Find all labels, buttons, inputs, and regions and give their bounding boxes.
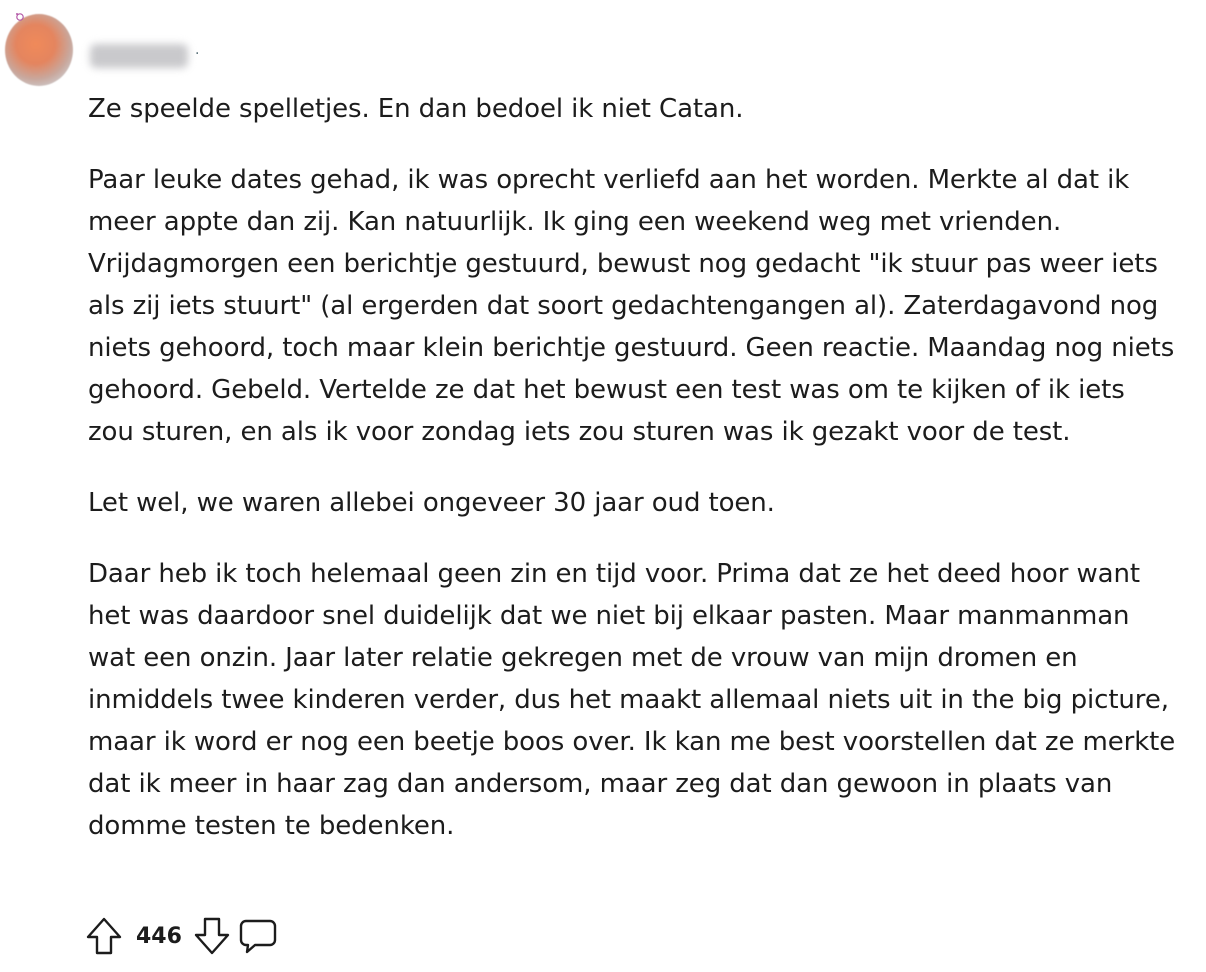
comment-actions xyxy=(84,912,278,960)
comment-paragraph: Ze speelde spelletjes. En dan bedoel ik niet Catan. xyxy=(88,94,744,124)
downvote-arrow-icon xyxy=(193,916,231,956)
comment-paragraph: Daar heb ik toch helemaal geen zin en tijd voor. Prima dat ze het deed hoor want het was daardoor snel duidelijk dat we niet bij elkaar pasten. Maar manmanman wat een onzin. Jaar later relatie gekregen met de vrouw van mijn dromen en inmiddels twee kinderen verder, dus het maakt allemaal niets uit in the big picture, maar ik word er nog een beetje boos over. Ik kan me best voorstellen dat ze merkte dat ik meer in haar zag dan andersom, maar zeg dat dan gewoon in plaats van domme testen te bedenken. xyxy=(88,559,1176,841)
vote-score: 446 xyxy=(136,923,182,949)
downvote-button[interactable] xyxy=(192,914,232,958)
meta-separator: · xyxy=(195,46,200,62)
comment-bubble-icon xyxy=(238,916,278,956)
reply-button[interactable] xyxy=(238,914,278,958)
comment-paragraph: Let wel, we waren allebei ongeveer 30 jaar oud toen. xyxy=(88,488,775,518)
avatar-badge-icon xyxy=(14,12,26,22)
comment-body xyxy=(88,88,1178,876)
upvote-arrow-icon xyxy=(85,916,123,956)
comment-paragraph: Paar leuke dates gehad, ik was oprecht verliefd aan het worden. Merkte al dat ik meer appte dan zij. Kan natuurlijk. Ik ging een weekend weg met vrienden. Vrijdagmorgen een berichtje gestuurd, bewust nog gedacht "ik stuur pas weer iets als zij iets stuurt" (al ergerden dat soort gedachtengangen al). Zaterdagavond nog niets gehoord, toch maar klein berichtje gestuurd. Geen reactie. Maandag nog niets gehoord. Gebeld. Vertelde ze dat het bewust een test was om te kijken of ik iets zou sturen, en als ik voor zondag iets zou sturen was ik gezakt voor de test. xyxy=(88,165,1175,447)
upvote-button[interactable] xyxy=(84,914,124,958)
avatar[interactable] xyxy=(5,14,73,86)
username[interactable] xyxy=(90,44,188,68)
